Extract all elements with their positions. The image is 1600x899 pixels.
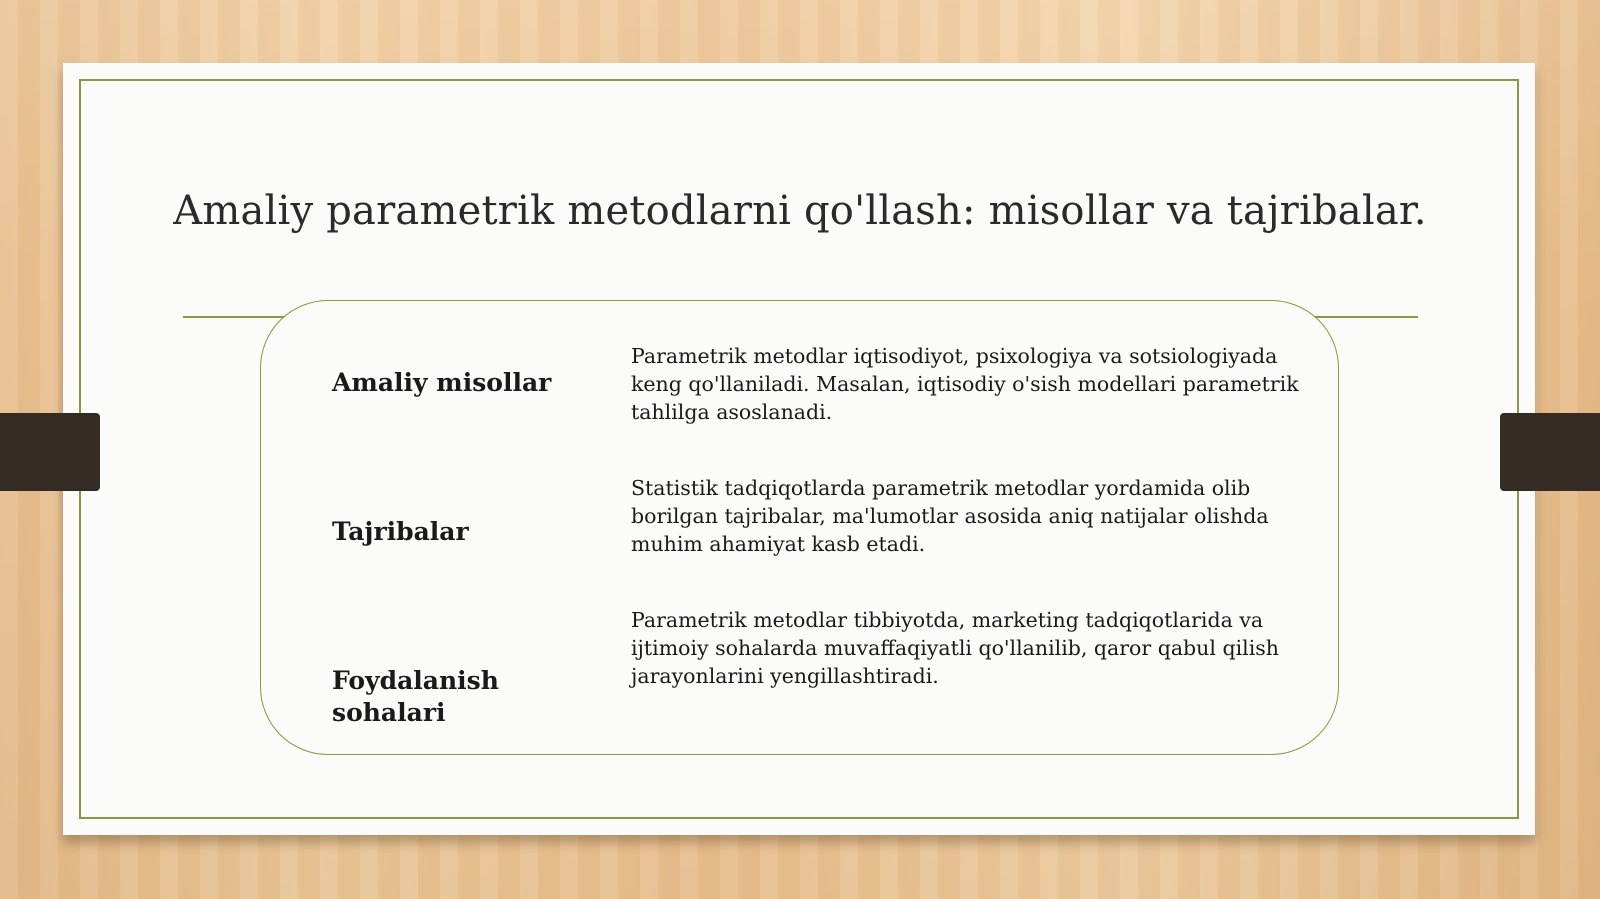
- right-binder-clip: [1500, 413, 1600, 491]
- row-label-foydalanish-sohalari: Foydalanish sohalari: [332, 666, 499, 727]
- row-text-amaliy-misollar: Parametrik metodlar iqtisodiyot, psixologiya va sotsiologiyada keng qo'llaniladi. Masalan, iqtisodiy o'sish modellari parametrik tahlilga asoslanadi.: [631, 344, 1299, 424]
- row-text-tajribalar: Statistik tadqiqotlarda parametrik metodlar yordamida olib borilgan tajribalar, ma'lumotlar asosida aniq natijalar olishda muhim ahamiyat kasb etadi.: [631, 476, 1269, 556]
- row-text-foydalanish-sohalari: Parametrik metodlar tibbiyotda, marketing tadqiqotlarida va ijtimoiy sohalarda muvaffaqiyatli qo'llanilib, qaror qabul qilish jarayonlarini yengillashtiradi.: [631, 608, 1279, 688]
- slide-title: Amaliy parametrik metodlarni qo'llash: misollar va tajribalar.: [173, 188, 1427, 234]
- left-binder-clip: [0, 413, 100, 491]
- row-label-amaliy-misollar: Amaliy misollar: [332, 368, 552, 397]
- row-label-tajribalar: Tajribalar: [332, 517, 469, 546]
